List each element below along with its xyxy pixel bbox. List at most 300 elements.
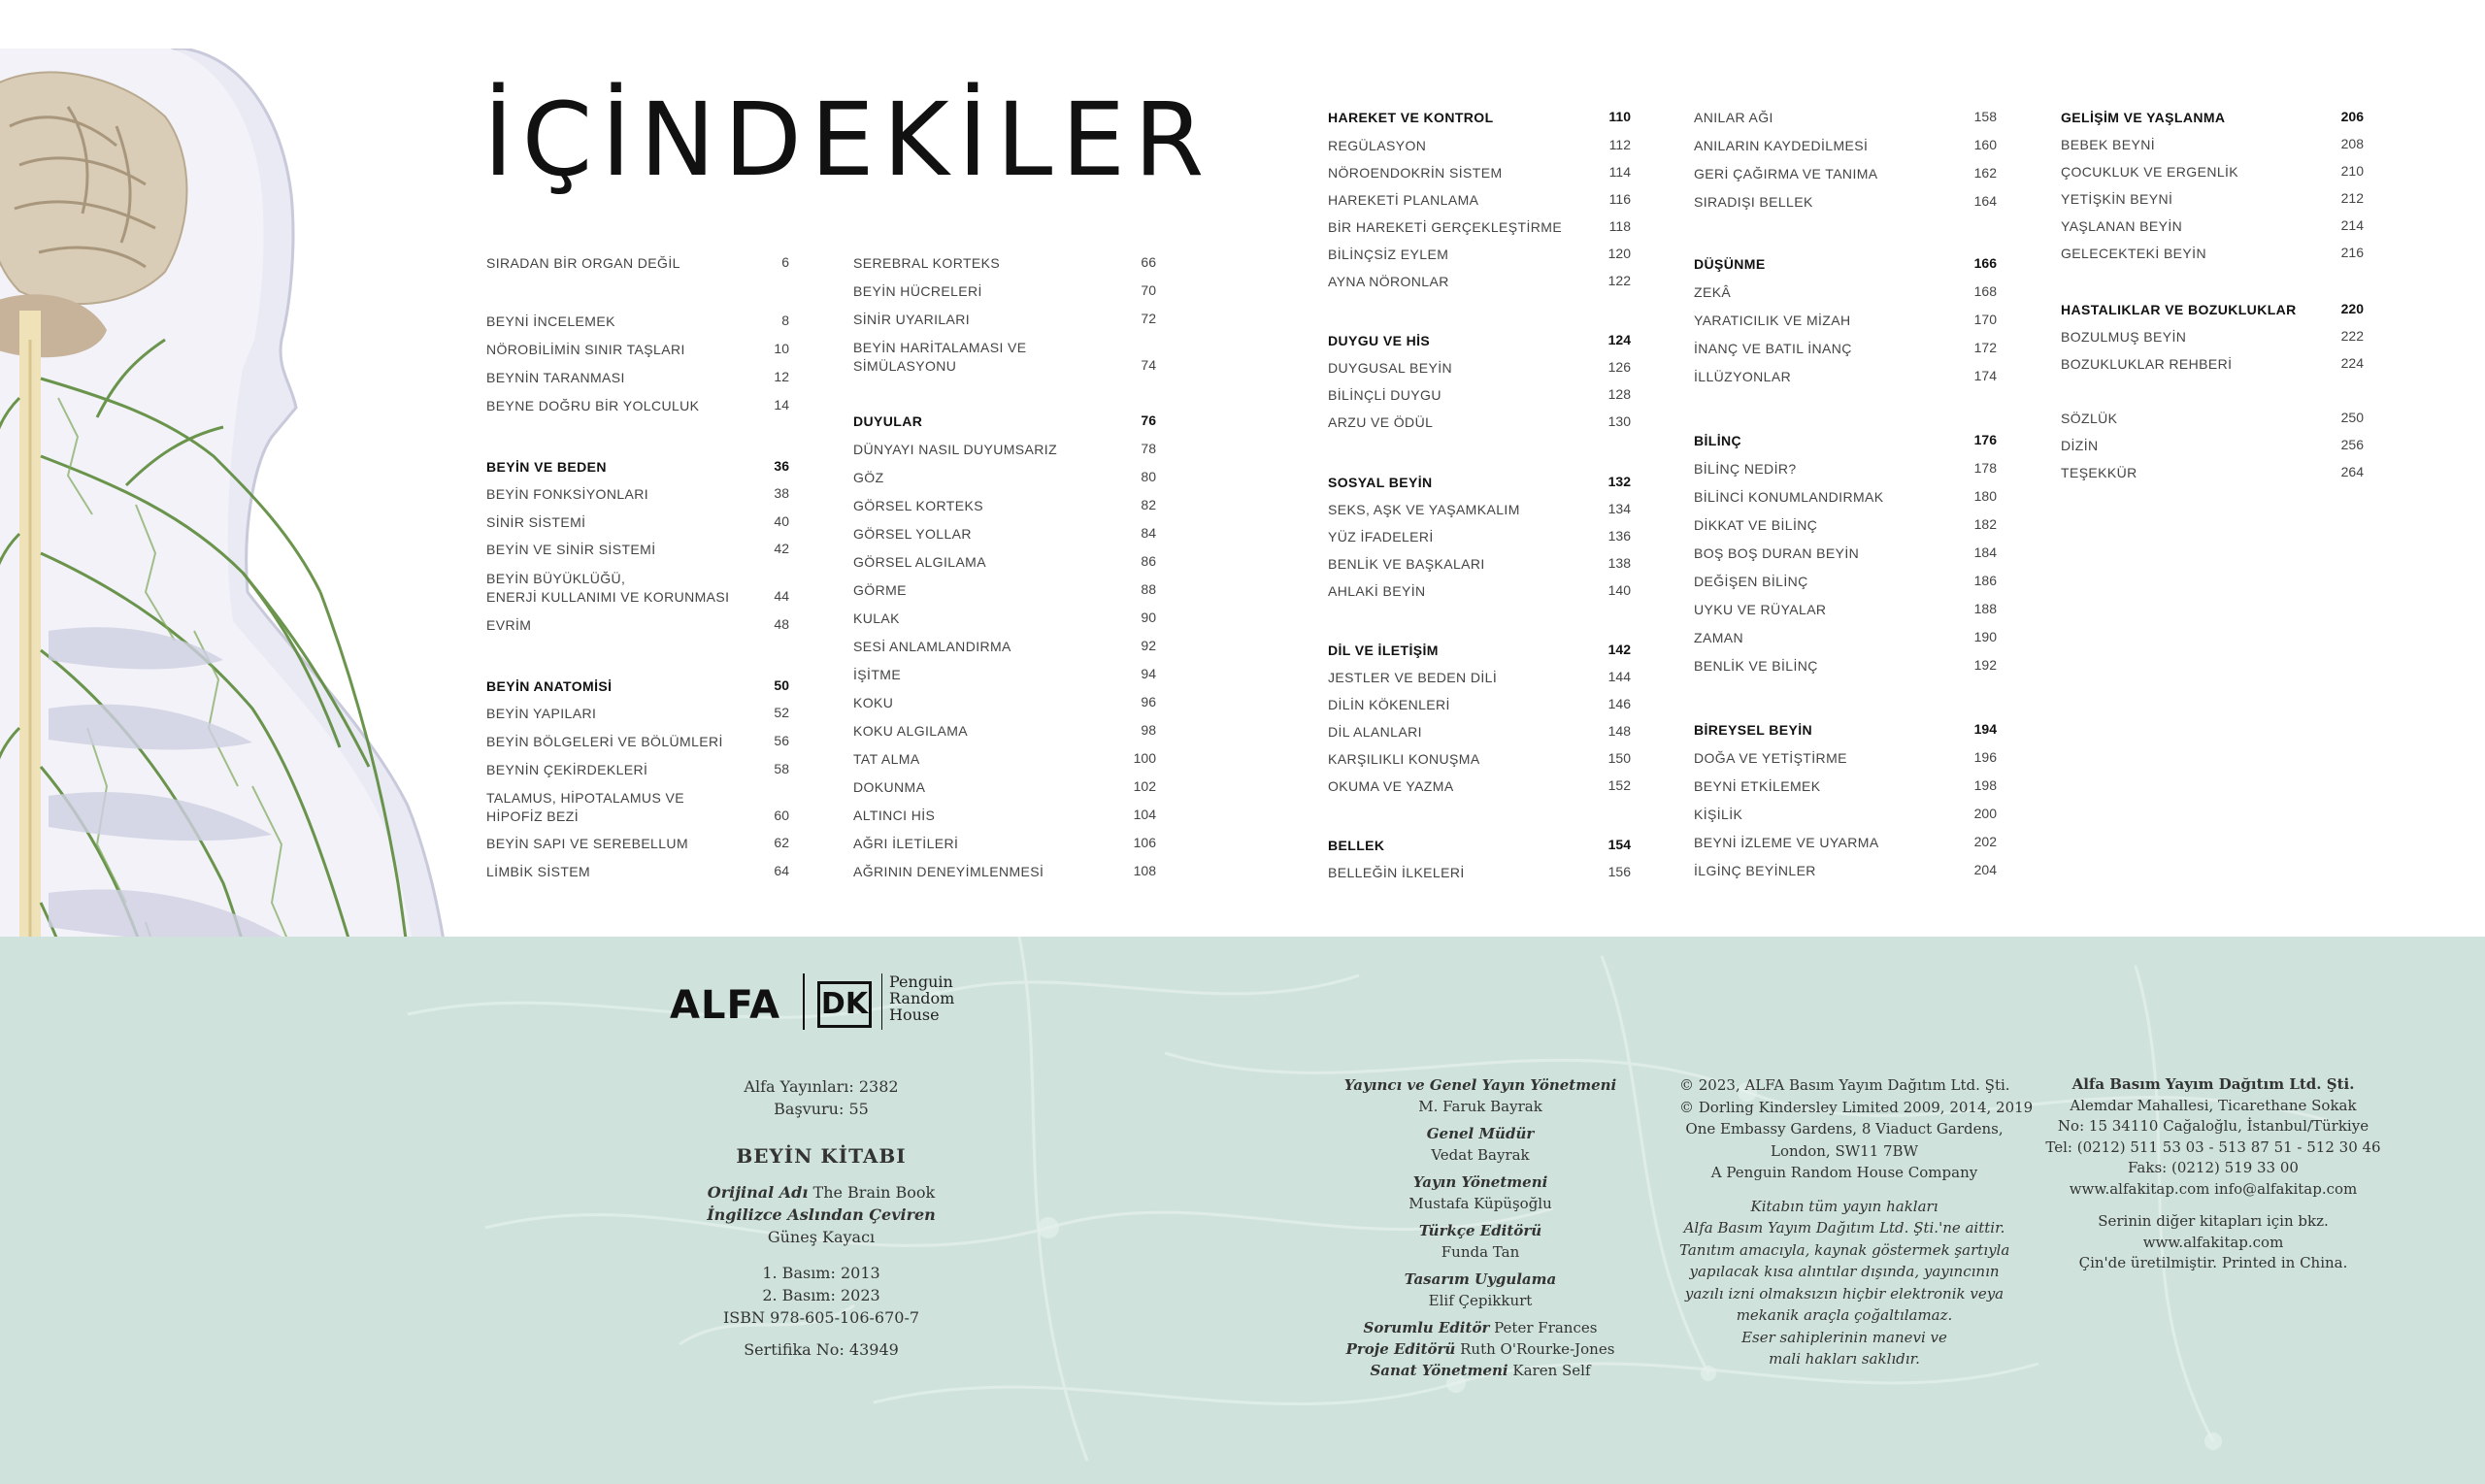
translator-name: Güneş Kayacı bbox=[767, 1228, 876, 1246]
toc-entry bbox=[1328, 218, 1631, 238]
toc-page-number: 188 bbox=[1973, 601, 1997, 616]
toc-page-number: 78 bbox=[1141, 441, 1156, 456]
toc-entry-title: KARŞILIKLI KONUŞMA bbox=[1328, 751, 1480, 767]
toc-entry-title: BİR HAREKETİ GERÇEKLEŞTİRME bbox=[1328, 219, 1563, 235]
toc-page-number: 256 bbox=[2340, 437, 2364, 452]
toc-page-number: 72 bbox=[1141, 311, 1156, 326]
toc-entry-title: YÜZ İFADELERİ bbox=[1328, 529, 1434, 544]
rights-line: Eser sahiplerinin manevi ve bbox=[1741, 1328, 1947, 1346]
toc-page-number: 162 bbox=[1973, 165, 1997, 181]
toc-page-number: 100 bbox=[1133, 750, 1156, 766]
credit-line bbox=[1325, 1338, 1636, 1360]
second-print: 2. Basım: 2023 bbox=[762, 1286, 880, 1304]
credit-name: Funda Tan bbox=[1441, 1243, 1520, 1261]
toc-entry-title: AYNA NÖRONLAR bbox=[1328, 274, 1449, 289]
credit-name: Vedat Bayrak bbox=[1431, 1146, 1530, 1164]
toc-page-number: 58 bbox=[774, 761, 789, 776]
toc-page-number: 84 bbox=[1141, 525, 1156, 541]
toc-page-number: 176 bbox=[1973, 432, 1997, 447]
toc-entry-title: SIRADIŞI BELLEK bbox=[1694, 194, 1813, 210]
toc-entry-title: BOZULMUŞ BEYİN bbox=[2061, 329, 2187, 345]
toc-page-number: 36 bbox=[774, 458, 789, 474]
toc-entry bbox=[486, 313, 789, 332]
toc-page-number: 172 bbox=[1973, 340, 1997, 355]
toc-entry-title: DUYGU VE HİS bbox=[1328, 333, 1431, 348]
toc-entry bbox=[853, 863, 1156, 882]
toc-entry bbox=[1694, 601, 1997, 620]
toc-entry bbox=[1328, 864, 1631, 883]
toc-page-number: 128 bbox=[1607, 386, 1631, 402]
toc-entry-title: GELİŞİM VE YAŞLANMA bbox=[2061, 110, 2226, 125]
toc-entry bbox=[2061, 163, 2364, 182]
toc-page-number: 66 bbox=[1141, 254, 1156, 270]
toc-page-number: 38 bbox=[774, 485, 789, 501]
toc-page-number: 126 bbox=[1607, 359, 1631, 375]
toc-entry-title: İNANÇ VE BATIL İNANÇ bbox=[1694, 341, 1852, 356]
toc-entry bbox=[1328, 528, 1631, 547]
rights-line: Kitabın tüm yayın hakları bbox=[1750, 1197, 1938, 1215]
toc-entry bbox=[486, 705, 789, 724]
toc-entry-title: TALAMUS, HİPOTALAMUS VE HİPOFİZ BEZİ bbox=[486, 790, 684, 824]
toc-page-number: 6 bbox=[781, 254, 789, 270]
toc-entry bbox=[853, 581, 1156, 601]
toc-page-number: 52 bbox=[774, 705, 789, 720]
rights-line: mali hakları saklıdır. bbox=[1769, 1350, 1920, 1368]
toc-page-number: 224 bbox=[2340, 355, 2364, 371]
copyright-line: One Embassy Gardens, 8 Viaduct Gardens, bbox=[1685, 1120, 2004, 1138]
toc-page-number: 110 bbox=[1608, 109, 1631, 124]
toc-section-heading bbox=[2061, 301, 2364, 320]
toc-page-number: 62 bbox=[774, 835, 789, 850]
toc-page-number: 60 bbox=[774, 808, 789, 823]
toc-entry-title: SEKS, AŞK VE YAŞAMKALIM bbox=[1328, 502, 1520, 517]
alfa-logo-text: ALFA bbox=[670, 983, 781, 1028]
toc-entry bbox=[2061, 190, 2364, 210]
toc-section-heading bbox=[1328, 642, 1631, 661]
toc-page-number: 124 bbox=[1607, 332, 1631, 347]
credit-role: Sanat Yönetmeni bbox=[1370, 1362, 1508, 1379]
reference-number: Başvuru: 55 bbox=[774, 1100, 869, 1118]
toc-page-number: 148 bbox=[1607, 723, 1631, 739]
credit-role: Proje Editörü bbox=[1345, 1340, 1456, 1358]
toc-entry bbox=[1694, 657, 1997, 676]
toc-entry-title: AĞRININ DENEYİMLENMESİ bbox=[853, 864, 1044, 879]
toc-entry-title: EVRİM bbox=[486, 617, 532, 633]
toc-entry-title: KİŞİLİK bbox=[1694, 807, 1743, 822]
printed-in: Çin'de üretilmiştir. Printed in China. bbox=[2078, 1254, 2348, 1271]
toc-entry-title: BEYNE DOĞRU BİR YOLCULUK bbox=[486, 398, 700, 413]
toc-entry bbox=[853, 311, 1156, 330]
toc-entry-title: TEŞEKKÜR bbox=[2061, 465, 2137, 480]
toc-page-number: 178 bbox=[1973, 460, 1997, 476]
toc-page-number: 94 bbox=[1141, 666, 1156, 681]
toc-entry bbox=[486, 863, 789, 882]
toc-entry-title: NÖROBİLİMİN SINIR TAŞLARI bbox=[486, 342, 685, 357]
logo-divider bbox=[881, 973, 882, 1030]
toc-entry bbox=[1694, 749, 1997, 769]
toc-entry-title: DİL VE İLETİŞİM bbox=[1328, 643, 1439, 658]
toc-entry bbox=[853, 750, 1156, 770]
toc-entry bbox=[486, 254, 789, 274]
toc-page-number: 140 bbox=[1607, 582, 1631, 598]
toc-entry-title: AHLAKİ BEYİN bbox=[1328, 583, 1426, 599]
book-info bbox=[676, 1075, 967, 1361]
toc-entry bbox=[486, 541, 789, 560]
toc-entry bbox=[1694, 862, 1997, 881]
toc-page-number: 90 bbox=[1141, 610, 1156, 625]
toc-page-number: 180 bbox=[1973, 488, 1997, 504]
toc-section-heading bbox=[853, 412, 1156, 432]
toc-page-number: 156 bbox=[1607, 864, 1631, 879]
toc-page-number: 198 bbox=[1973, 777, 1997, 793]
toc-entry-title: SİNİR SİSTEMİ bbox=[486, 514, 586, 530]
toc-entry bbox=[1328, 137, 1631, 156]
toc-entry bbox=[1694, 109, 1997, 128]
toc-entry bbox=[853, 666, 1156, 685]
toc-page-number: 120 bbox=[1607, 246, 1631, 261]
credit-role: Türkçe Editörü bbox=[1418, 1222, 1542, 1239]
rights-line: Tanıtım amacıyla, kaynak göstermek şartıyla bbox=[1679, 1240, 2010, 1259]
toc-entry-title: GÖZ bbox=[853, 470, 884, 485]
toc-entry-title: ZEKÂ bbox=[1694, 284, 1732, 300]
toc-entry-title: JESTLER VE BEDEN DİLİ bbox=[1328, 670, 1498, 685]
toc-entry bbox=[486, 761, 789, 780]
toc-entry-title: AĞRI İLETİLERİ bbox=[853, 836, 959, 851]
toc-page-number: 48 bbox=[774, 616, 789, 632]
toc-entry-title: SİNİR UYARILARI bbox=[853, 312, 971, 327]
toc-page-number: 116 bbox=[1608, 191, 1631, 207]
toc-page-number: 158 bbox=[1973, 109, 1997, 124]
toc-page-number: 210 bbox=[2340, 163, 2364, 179]
toc-entry-title: BEYİN VE BEDEN bbox=[486, 459, 607, 475]
toc-entry-title: KOKU bbox=[853, 695, 894, 710]
toc-entry-title: İLGİNÇ BEYİNLER bbox=[1694, 863, 1816, 878]
isbn: ISBN 978-605-106-670-7 bbox=[722, 1308, 920, 1327]
toc-entry bbox=[486, 341, 789, 360]
toc-page-number: 8 bbox=[781, 313, 789, 328]
toc-entry-title: HASTALIKLAR VE BOZUKLUKLAR bbox=[2061, 302, 2297, 317]
toc-entry-title: OKUMA VE YAZMA bbox=[1328, 778, 1454, 794]
toc-page-number: 202 bbox=[1973, 834, 1997, 849]
toc-entry-title: ZAMAN bbox=[1694, 630, 1743, 645]
toc-entry bbox=[1694, 488, 1997, 508]
toc-section-heading bbox=[1328, 837, 1631, 856]
toc-page-number: 98 bbox=[1141, 722, 1156, 738]
toc-entry bbox=[1694, 544, 1997, 564]
logo-divider bbox=[803, 973, 805, 1030]
credit-name: Karen Self bbox=[1512, 1362, 1591, 1379]
toc-page-number: 154 bbox=[1607, 837, 1631, 852]
toc-entry-title: DUYGUSAL BEYİN bbox=[1328, 360, 1453, 376]
dk-logo-text: DK bbox=[817, 981, 872, 1028]
toc-entry-title: BEYİN ANATOMİSİ bbox=[486, 678, 613, 694]
toc-entry-title: GÖRSEL ALGILAMA bbox=[853, 554, 986, 570]
toc-page-number: 104 bbox=[1133, 807, 1156, 822]
toc-entry bbox=[2061, 437, 2364, 456]
toc-entry-title: BEYNİ İZLEME VE UYARMA bbox=[1694, 835, 1879, 850]
toc-entry-title: SOSYAL BEYİN bbox=[1328, 475, 1433, 490]
toc-section-heading bbox=[2061, 109, 2364, 128]
toc-entry bbox=[2061, 355, 2364, 375]
toc-entry bbox=[1328, 555, 1631, 575]
toc-entry-title: BOZUKLUKLAR REHBERİ bbox=[2061, 356, 2233, 372]
toc-entry-title: BEYNİN TARANMASI bbox=[486, 370, 625, 385]
toc-entry-title: ALTINCI HİS bbox=[853, 808, 936, 823]
toc-page-number: 170 bbox=[1973, 312, 1997, 327]
toc-entry-title: BEYNİ İNCELEMEK bbox=[486, 313, 615, 329]
toc-entry bbox=[2061, 217, 2364, 237]
toc-page-number: 208 bbox=[2340, 136, 2364, 151]
first-print: 1. Basım: 2013 bbox=[762, 1264, 880, 1282]
toc-entry-title: DİZİN bbox=[2061, 438, 2099, 453]
toc-entry-title: YAŞLANAN BEYİN bbox=[2061, 218, 2183, 234]
toc-page-number: 132 bbox=[1607, 474, 1631, 489]
toc-entry bbox=[1694, 193, 1997, 213]
toc-page-number: 150 bbox=[1607, 750, 1631, 766]
toc-entry-title: DİKKAT VE BİLİNÇ bbox=[1694, 517, 1818, 533]
toc-entry-title: DOĞA VE YETİŞTİRME bbox=[1694, 750, 1847, 766]
toc-entry bbox=[853, 469, 1156, 488]
toc-page-number: 136 bbox=[1607, 528, 1631, 544]
toc-page-number: 44 bbox=[774, 588, 789, 604]
penguin-random-house-logo bbox=[889, 973, 996, 1023]
toc-page-number: 196 bbox=[1973, 749, 1997, 765]
toc-entry bbox=[486, 835, 789, 854]
toc-entry bbox=[853, 778, 1156, 798]
original-title bbox=[676, 1181, 967, 1204]
credit-name: Ruth O'Rourke-Jones bbox=[1460, 1340, 1615, 1358]
toc-page-number: 194 bbox=[1973, 721, 1997, 737]
toc-page-number: 82 bbox=[1141, 497, 1156, 512]
toc-page-number: 184 bbox=[1973, 544, 1997, 560]
toc-entry bbox=[486, 369, 789, 388]
toc-page-number: 146 bbox=[1607, 696, 1631, 711]
toc-page-number: 160 bbox=[1973, 137, 1997, 152]
toc-entry bbox=[1328, 359, 1631, 379]
toc-entry-title: UYKU VE RÜYALAR bbox=[1694, 602, 1827, 617]
toc-page-number: 134 bbox=[1607, 501, 1631, 516]
toc-entry-title: ANILAR AĞI bbox=[1694, 110, 1773, 125]
toc-section-heading bbox=[1694, 255, 1997, 275]
credit-line bbox=[1325, 1317, 1636, 1338]
toc-page-number: 112 bbox=[1608, 137, 1631, 152]
toc-entry-title: BİREYSEL BEYİN bbox=[1694, 722, 1813, 738]
toc-entry-title: BELLEĞİN İLKELERİ bbox=[1328, 865, 1465, 880]
toc-page-number: 212 bbox=[2340, 190, 2364, 206]
toc-page-number: 138 bbox=[1607, 555, 1631, 571]
toc-entry bbox=[1694, 368, 1997, 387]
toc-entry-title: BEYİN FONKSİYONLARI bbox=[486, 486, 649, 502]
toc-entry-title: HAREKETİ PLANLAMA bbox=[1328, 192, 1479, 208]
toc-page-number: 186 bbox=[1973, 573, 1997, 588]
toc-entry bbox=[1328, 777, 1631, 797]
toc-entry bbox=[853, 553, 1156, 573]
series-note: Serinin diğer kitapları için bkz. bbox=[2098, 1212, 2329, 1230]
toc-section-heading bbox=[1328, 332, 1631, 351]
toc-page-number: 216 bbox=[2340, 245, 2364, 260]
toc-entry-title: ÇOCUKLUK VE ERGENLİK bbox=[2061, 164, 2239, 180]
toc-entry-title: SEREBRAL KORTEKS bbox=[853, 255, 1001, 271]
toc-entry-title: SIRADAN BİR ORGAN DEĞİL bbox=[486, 255, 680, 271]
toc-entry bbox=[486, 733, 789, 752]
toc-entry-title: BEYİN HARİTALAMASI VE SİMÜLASYONU bbox=[853, 340, 1027, 374]
toc-entry bbox=[1328, 669, 1631, 688]
toc-entry-title: LİMBİK SİSTEM bbox=[486, 864, 591, 879]
toc-entry-title: DÜNYAYI NASIL DUYUMSARIZ bbox=[853, 442, 1058, 457]
toc-entry bbox=[1694, 460, 1997, 479]
publisher-phone: Tel: (0212) 511 53 03 - 513 87 51 - 512 30 46 bbox=[2045, 1138, 2381, 1156]
toc-entry-title: DİLİN KÖKENLERİ bbox=[1328, 697, 1450, 712]
toc-page-number: 192 bbox=[1973, 657, 1997, 673]
toc-entry bbox=[1328, 246, 1631, 265]
toc-entry bbox=[2061, 464, 2364, 483]
toc-entry-title: GÖRME bbox=[853, 582, 907, 598]
toc-entry-title: GERİ ÇAĞIRMA VE TANIMA bbox=[1694, 166, 1878, 181]
toc-page-number: 190 bbox=[1973, 629, 1997, 644]
toc-page-number: 108 bbox=[1133, 863, 1156, 878]
toc-entry-title: YETİŞKİN BEYNİ bbox=[2061, 191, 2173, 207]
original-title-value: The Brain Book bbox=[812, 1183, 936, 1202]
toc-entry-title: İLLÜZYONLAR bbox=[1694, 369, 1792, 384]
toc-page-number: 80 bbox=[1141, 469, 1156, 484]
toc-entry bbox=[486, 513, 789, 533]
credit-role: Yayıncı ve Genel Yayın Yönetmeni bbox=[1343, 1076, 1617, 1094]
toc-entry-title: SÖZLÜK bbox=[2061, 411, 2118, 426]
toc-page-number: 102 bbox=[1133, 778, 1156, 794]
toc-section-heading bbox=[486, 458, 789, 478]
toc-entry bbox=[853, 610, 1156, 629]
toc-page-number: 166 bbox=[1973, 255, 1997, 271]
toc-section-heading bbox=[1694, 432, 1997, 451]
toc-entry bbox=[2061, 245, 2364, 264]
toc-page-number: 200 bbox=[1973, 806, 1997, 821]
toc-entry-title: DOKUNMA bbox=[853, 779, 926, 795]
toc-page-number: 142 bbox=[1607, 642, 1631, 657]
toc-entry bbox=[1694, 806, 1997, 825]
toc-page-number: 74 bbox=[1141, 357, 1156, 373]
toc-page-number: 10 bbox=[774, 341, 789, 356]
toc-entry bbox=[853, 282, 1156, 302]
credit-role: Sorumlu Editör bbox=[1363, 1319, 1490, 1336]
publisher-fax: Faks: (0212) 519 33 00 bbox=[2128, 1159, 2299, 1176]
prh-line: Random bbox=[889, 989, 955, 1007]
toc-page-number: 70 bbox=[1141, 282, 1156, 298]
toc-entry-title: NÖROENDOKRİN SİSTEM bbox=[1328, 165, 1503, 181]
toc-page-number: 204 bbox=[1973, 862, 1997, 877]
toc-entry bbox=[853, 835, 1156, 854]
toc-entry bbox=[1694, 165, 1997, 184]
series-number: Alfa Yayınları: 2382 bbox=[744, 1077, 899, 1096]
prh-line: House bbox=[889, 1006, 940, 1024]
toc-section-heading bbox=[486, 677, 789, 697]
toc-page-number: 56 bbox=[774, 733, 789, 748]
rights-line: mekanik araçla çoğaltılamaz. bbox=[1736, 1306, 1953, 1324]
page-title: İÇİNDEKİLER bbox=[483, 81, 1213, 199]
toc-entry bbox=[2061, 328, 2364, 347]
toc-entry-title: GELECEKTEKİ BEYİN bbox=[2061, 246, 2206, 261]
toc-entry-title: BEBEK BEYNİ bbox=[2061, 137, 2155, 152]
toc-entry-title: BEYİN BÖLGELERİ VE BÖLÜMLERİ bbox=[486, 734, 723, 749]
toc-entry bbox=[2061, 136, 2364, 155]
toc-entry-title: BİLİNCİ KONUMLANDIRMAK bbox=[1694, 489, 1884, 505]
publisher-web: www.alfakitap.com info@alfakitap.com bbox=[2069, 1179, 2358, 1198]
book-title: BEYİN KİTABI bbox=[736, 1144, 907, 1168]
certificate-number: Sertifika No: 43949 bbox=[744, 1340, 899, 1359]
toc-entry-title: BEYNİ ETKİLEMEK bbox=[1694, 778, 1821, 794]
toc-entry-title: BİLİNÇSİZ EYLEM bbox=[1328, 247, 1449, 262]
toc-entry-title: BİLİNÇLİ DUYGU bbox=[1328, 387, 1441, 403]
toc-entry-title: GÖRSEL KORTEKS bbox=[853, 498, 983, 513]
toc-page-number: 106 bbox=[1133, 835, 1156, 850]
toc-page-number: 42 bbox=[774, 541, 789, 556]
toc-entry bbox=[853, 254, 1156, 274]
copyright-line: London, SW11 7BW bbox=[1770, 1141, 1918, 1160]
toc-entry bbox=[853, 497, 1156, 516]
toc-entry bbox=[1328, 696, 1631, 715]
toc-entry-title: BEYİN VE SİNİR SİSTEMİ bbox=[486, 542, 656, 557]
credit-line bbox=[1325, 1360, 1636, 1381]
credit-name: Mustafa Küpüşoğlu bbox=[1408, 1195, 1552, 1212]
publisher-address: No: 15 34110 Cağaloğlu, İstanbul/Türkiye bbox=[2057, 1117, 2369, 1135]
toc-entry-title: BEYİN YAPILARI bbox=[486, 706, 597, 721]
toc-entry bbox=[1328, 191, 1631, 211]
toc-entry bbox=[1694, 629, 1997, 648]
toc-page-number: 152 bbox=[1607, 777, 1631, 793]
credit-role: Yayın Yönetmeni bbox=[1412, 1173, 1548, 1191]
toc-entry bbox=[486, 485, 789, 505]
toc-entry bbox=[1694, 283, 1997, 303]
copyright-line: A Penguin Random House Company bbox=[1710, 1164, 1978, 1181]
toc-page-number: 50 bbox=[774, 677, 789, 693]
toc-entry bbox=[853, 722, 1156, 742]
toc-entry bbox=[1328, 723, 1631, 742]
toc-page-number: 64 bbox=[774, 863, 789, 878]
toc-entry-title: BELLEK bbox=[1328, 838, 1385, 853]
original-title-label: Orijinal Adı bbox=[707, 1183, 809, 1202]
toc-entry bbox=[1694, 340, 1997, 359]
credit-role: Genel Müdür bbox=[1426, 1125, 1535, 1142]
toc-entry bbox=[853, 441, 1156, 460]
toc-entry bbox=[1328, 273, 1631, 292]
toc-page-number: 96 bbox=[1141, 694, 1156, 709]
copyright-line: © 2023, ALFA Basım Yayım Dağıtım Ltd. Şti. bbox=[1679, 1076, 2010, 1094]
toc-entry-title: REGÜLASYON bbox=[1328, 138, 1427, 153]
toc-page-number: 164 bbox=[1973, 193, 1997, 209]
toc-page-number: 40 bbox=[774, 513, 789, 529]
toc-page-number: 206 bbox=[2340, 109, 2364, 124]
toc-entry-title: DUYULAR bbox=[853, 413, 923, 429]
credit-name: M. Faruk Bayrak bbox=[1418, 1098, 1542, 1115]
toc-entry bbox=[1694, 137, 1997, 156]
credit-name: Elif Çepikkurt bbox=[1428, 1292, 1533, 1309]
copyright-notice bbox=[1679, 1074, 2034, 1370]
credit-role: Tasarım Uygulama bbox=[1404, 1270, 1557, 1288]
toc-page-number: 76 bbox=[1141, 412, 1156, 428]
toc-entry-title: BEYİN HÜCRELERİ bbox=[853, 283, 982, 299]
toc-page-number: 114 bbox=[1608, 164, 1631, 180]
toc-page-number: 12 bbox=[774, 369, 789, 384]
toc-entry-title: TAT ALMA bbox=[853, 751, 920, 767]
publisher-address: Alemdar Mahallesi, Ticarethane Sokak bbox=[2070, 1096, 2357, 1114]
toc-entry bbox=[2061, 410, 2364, 429]
toc-page-number: 86 bbox=[1141, 553, 1156, 569]
copyright-line: © Dorling Kindersley Limited 2009, 2014, 2019 bbox=[1679, 1098, 2034, 1116]
toc-entry bbox=[1694, 573, 1997, 592]
translator-label: İngilizce Aslından Çeviren bbox=[707, 1205, 936, 1224]
toc-entry-title: YARATICILIK VE MİZAH bbox=[1694, 313, 1851, 328]
rights-line: yapılacak kısa alıntılar dışında, yayıncının bbox=[1689, 1263, 2000, 1280]
toc-page-number: 182 bbox=[1973, 516, 1997, 532]
